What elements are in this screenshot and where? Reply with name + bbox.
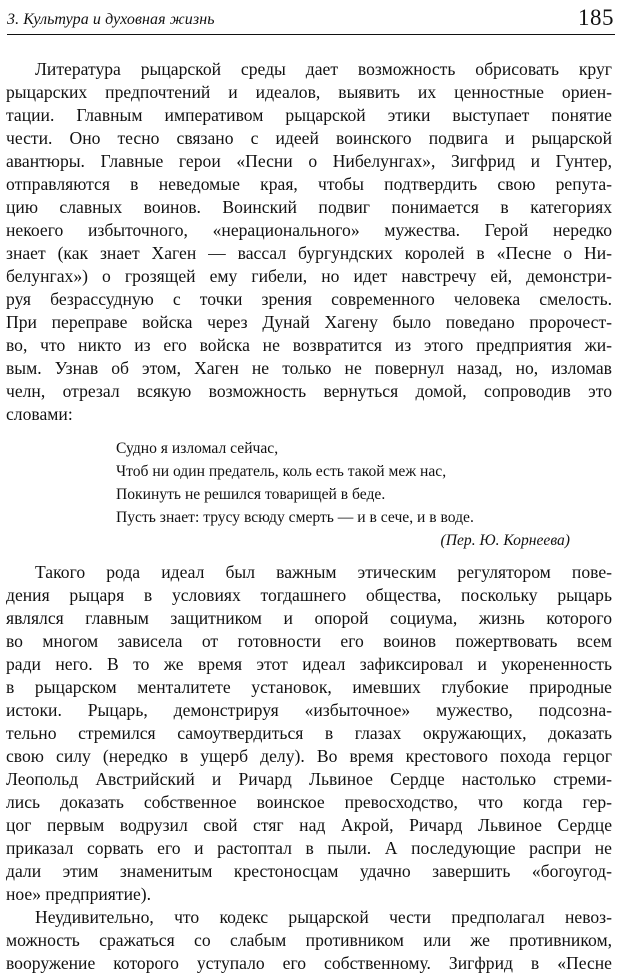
text-line: дения рыцаря в условиях тогдашнего общества, поскольку рыцарь [6, 585, 612, 605]
text-line: некоего избыточного, «нерационального» мужества. Герой нередко [6, 220, 612, 240]
text-line: цог первым водрузил свой стяг над Акрой, Ричард Львиное Сердце [6, 815, 612, 835]
text-line: знает (как знает Хаген — вассал бургундских королей в «Песне о Ни- [6, 243, 612, 263]
text-line: вооружение которого уступало его собственному. Зигфрид в «Песне [6, 953, 612, 973]
text-line: свою силу (нередко в ущерб делу). Во время крестового похода герцог [6, 746, 612, 766]
text-line: ради него. В то же время этот идеал зафиксировал и укорененность [6, 654, 612, 674]
text-line: белунгах») о грозящей ему гибели, но идет навстречу ей, демонстри- [6, 266, 612, 286]
text-line: Леопольд Австрийский и Ричард Львиное Сердце настолько стреми- [6, 769, 612, 789]
paragraph-3 [6, 906, 612, 975]
verse-line: Чтоб ни один предатель, коль есть такой меж нас, [116, 463, 447, 480]
text-line: тации. Главным императивом рыцарской этики выступает понятие [6, 105, 612, 125]
text-line: Неудивительно, что кодекс рыцарской чести предполагал невоз- [35, 907, 612, 927]
text-line: можность сражаться со слабым противником или же противником, [6, 930, 612, 950]
verse-line: Покинуть не решился товарищей в беде. [116, 486, 386, 503]
text-line: руя безрассудную с точки зрения современного человека смелость. [6, 289, 612, 309]
text-line: истоки. Рыцарь, демонстрируя «избыточное» мужество, подсозна- [6, 700, 612, 720]
text-line: Такого рода идеал был важным этическим регулятором пове- [35, 562, 612, 582]
text-line: ное» предприятие). [6, 884, 152, 904]
text-line: челн, отрезал всякую возможность вернуться домой, сопроводив это [6, 381, 612, 401]
text-line: дали этим знаменитым крестоносцам удачно завершить «богоугод- [6, 861, 612, 881]
text-line: лись доказать собственное воинское превосходство, что когда гер- [6, 792, 612, 812]
text-line: рыцарских предпочтений и идеалов, выявить их ценностные ориен- [6, 82, 612, 102]
paragraph-2 [6, 561, 612, 906]
text-line: тельно стремился самоутвердиться в глазах окружающих, доказать [6, 723, 612, 743]
text-line: Литература рыцарской среды дает возможность обрисовать круг [35, 59, 612, 79]
text-line: цию славных воинов. Воинский подвиг понимается в категориях [6, 197, 612, 217]
text-line: При переправе войска через Дунай Хагену было поведано пророчест- [6, 312, 612, 332]
translator-attribution: (Пер. Ю. Корнеева) [440, 532, 570, 549]
text-line: вым. Узнав об этом, Хаген не только не повернул назад, но, изломав [6, 358, 612, 378]
text-line: во, что никто из его войска не возвратится из этого предприятия жи- [6, 335, 612, 355]
text-line: являлся главным защитником и опорой социума, жизнь которого [6, 608, 612, 628]
text-line: чести. Оно тесно связано с идеей воинского подвига и рыцарской [6, 128, 612, 148]
section-title: 3. Культура и духовная жизнь [7, 11, 215, 28]
running-head [7, 4, 615, 35]
text-line: отправляются в неведомые края, чтобы подтвердить свою репута- [6, 174, 612, 194]
page-number: 185 [578, 5, 614, 30]
verse-line: Судно я изломал сейчас, [116, 440, 279, 457]
text-line: словами: [6, 404, 73, 424]
text-line: приказал сорвать его и растоптал в пыли. А последующие распри не [6, 838, 612, 858]
text-line: авантюры. Главные герои «Песни о Нибелунгах», Зигфрид и Гунтер, [6, 151, 612, 171]
text-line: во многом зависела от готовности его воинов пожертвовать всем [6, 631, 612, 651]
verse-line: Пусть знает: трусу всюду смерть — и в сече, и в воде. [116, 509, 474, 526]
text-line: в рыцарском менталитете установок, имевших глубокие природные [6, 677, 612, 697]
paragraph-1 [6, 58, 612, 426]
verse-quotation [116, 437, 576, 553]
